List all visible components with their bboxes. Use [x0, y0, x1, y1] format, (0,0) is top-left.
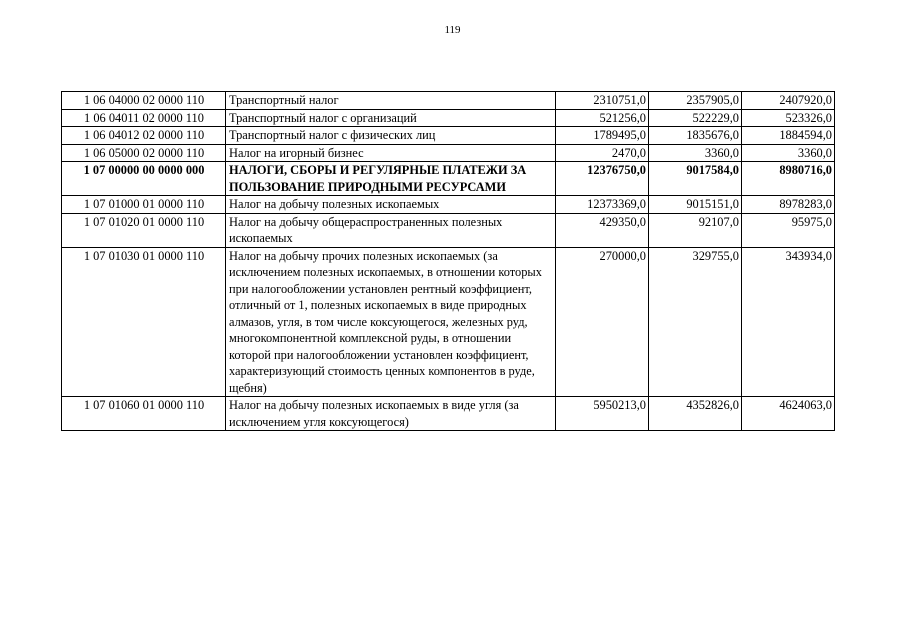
table-body [62, 92, 835, 431]
revenue-name-cell: Налог на добычу полезных ископаемых в виде угля (за исключением угля коксующегося) [226, 397, 556, 431]
amount-cell-3: 8980716,0 [742, 162, 835, 196]
table-row [62, 397, 835, 431]
page-number: 119 [444, 24, 461, 36]
budget-code-cell: 1 06 04011 02 0000 110 [62, 109, 226, 127]
revenue-name-cell: Налог на игорный бизнес [226, 144, 556, 162]
amount-cell-3: 3360,0 [742, 144, 835, 162]
amount-cell-1: 521256,0 [556, 109, 649, 127]
revenue-name-cell: Налог на добычу прочих полезных ископаемых (за исключением полезных ископаемых, в отношении которых при налогообложении установлен рентный коэффициент, отличный от 1, полезных ископаемых в виде природных алмазов, угля, в том числе коксующегося, железных руд, многокомпонентной комплексной руды, в отношении которой при налогообложении установлен коэффициент, характеризующий стоимость ценных компонентов в руде, щебня) [226, 247, 556, 397]
amount-cell-3: 523326,0 [742, 109, 835, 127]
revenue-name-cell: НАЛОГИ, СБОРЫ И РЕГУЛЯРНЫЕ ПЛАТЕЖИ ЗА ПОЛЬЗОВАНИЕ ПРИРОДНЫМИ РЕСУРСАМИ [226, 162, 556, 196]
amount-cell-1: 270000,0 [556, 247, 649, 397]
amount-cell-2: 1835676,0 [649, 127, 742, 145]
table-row [62, 109, 835, 127]
table-row [62, 247, 835, 397]
amount-cell-3: 95975,0 [742, 213, 835, 247]
amount-cell-3: 4624063,0 [742, 397, 835, 431]
amount-cell-2: 92107,0 [649, 213, 742, 247]
amount-cell-1: 429350,0 [556, 213, 649, 247]
budget-code-cell: 1 07 00000 00 0000 000 [62, 162, 226, 196]
budget-code-cell: 1 07 01060 01 0000 110 [62, 397, 226, 431]
amount-cell-2: 329755,0 [649, 247, 742, 397]
table-row [62, 127, 835, 145]
table-row [62, 162, 835, 196]
amount-cell-3: 1884594,0 [742, 127, 835, 145]
amount-cell-2: 4352826,0 [649, 397, 742, 431]
amount-cell-1: 2470,0 [556, 144, 649, 162]
revenue-name-cell: Налог на добычу полезных ископаемых [226, 196, 556, 214]
amount-cell-2: 9017584,0 [649, 162, 742, 196]
budget-revenue-table [61, 91, 835, 431]
amount-cell-2: 522229,0 [649, 109, 742, 127]
table-row [62, 213, 835, 247]
revenue-name-cell: Транспортный налог с организаций [226, 109, 556, 127]
amount-cell-2: 3360,0 [649, 144, 742, 162]
table-row [62, 196, 835, 214]
revenue-name-cell: Налог на добычу общераспространенных полезных ископаемых [226, 213, 556, 247]
amount-cell-1: 12376750,0 [556, 162, 649, 196]
amount-cell-1: 5950213,0 [556, 397, 649, 431]
amount-cell-2: 2357905,0 [649, 92, 742, 110]
budget-code-cell: 1 06 04000 02 0000 110 [62, 92, 226, 110]
amount-cell-3: 2407920,0 [742, 92, 835, 110]
amount-cell-3: 343934,0 [742, 247, 835, 397]
amount-cell-1: 12373369,0 [556, 196, 649, 214]
table-row [62, 144, 835, 162]
revenue-name-cell: Транспортный налог с физических лиц [226, 127, 556, 145]
budget-code-cell: 1 06 04012 02 0000 110 [62, 127, 226, 145]
amount-cell-1: 2310751,0 [556, 92, 649, 110]
amount-cell-3: 8978283,0 [742, 196, 835, 214]
budget-code-cell: 1 07 01000 01 0000 110 [62, 196, 226, 214]
budget-code-cell: 1 07 01030 01 0000 110 [62, 247, 226, 397]
amount-cell-1: 1789495,0 [556, 127, 649, 145]
budget-code-cell: 1 07 01020 01 0000 110 [62, 213, 226, 247]
amount-cell-2: 9015151,0 [649, 196, 742, 214]
budget-code-cell: 1 06 05000 02 0000 110 [62, 144, 226, 162]
revenue-name-cell: Транспортный налог [226, 92, 556, 110]
table-row [62, 92, 835, 110]
